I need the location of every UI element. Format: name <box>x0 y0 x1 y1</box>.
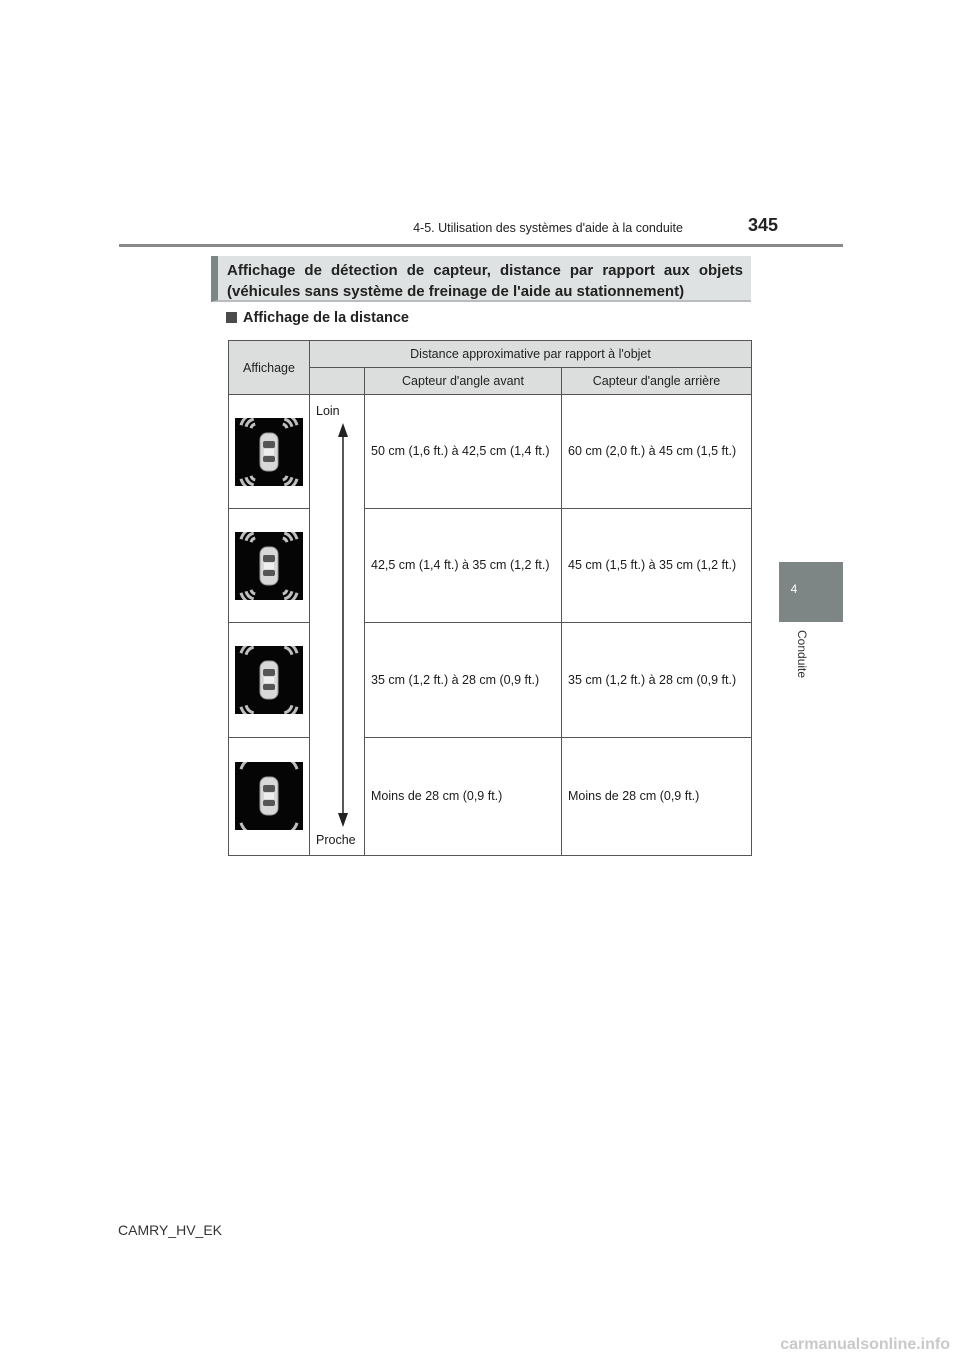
chapter-tab <box>779 562 843 622</box>
rear-distance-cell: 45 cm (1,5 ft.) à 35 cm (1,2 ft.) <box>562 509 752 623</box>
header-rule <box>119 244 843 247</box>
header-spacer <box>310 368 365 395</box>
rear-distance-cell: 60 cm (2,0 ft.) à 45 cm (1,5 ft.) <box>562 395 752 509</box>
table-row <box>229 623 752 737</box>
watermark: carmanualsonline.info <box>780 1336 950 1353</box>
table-row <box>229 737 752 855</box>
chapter-number: 4 <box>790 582 798 596</box>
subheading-text: Affichage de la distance <box>243 310 409 326</box>
chapter-title: Conduite <box>795 630 809 679</box>
page-number: 345 <box>747 215 778 235</box>
header-display: Affichage <box>229 341 310 395</box>
square-bullet-icon <box>226 312 237 323</box>
sensor-display-image <box>235 418 303 486</box>
front-distance-cell: 42,5 cm (1,4 ft.) à 35 cm (1,2 ft.) <box>365 509 562 623</box>
display-cell <box>229 395 310 509</box>
rear-distance-cell: 35 cm (1,2 ft.) à 28 cm (0,9 ft.) <box>562 623 752 737</box>
document-id: CAMRY_HV_EK <box>118 1222 223 1238</box>
table-body <box>229 395 752 856</box>
header-distance: Distance approximative par rapport à l'objet <box>310 341 752 368</box>
display-cell <box>229 737 310 855</box>
subheading <box>226 310 409 326</box>
header-front: Capteur d'angle avant <box>365 368 562 395</box>
header-rear: Capteur d'angle arrière <box>562 368 752 395</box>
table-row <box>229 509 752 623</box>
section-title: Affichage de détection de capteur, distance par rapport aux objets (véhicules sans système de freinage de l'aide au stationnement) <box>227 262 743 300</box>
sensor-display-image <box>235 646 303 714</box>
display-cell <box>229 623 310 737</box>
front-distance-cell: 50 cm (1,6 ft.) à 42,5 cm (1,4 ft.) <box>365 395 562 509</box>
header-section-title: 4-5. Utilisation des systèmes d'aide à la conduite <box>413 221 683 235</box>
table-row <box>229 395 752 509</box>
front-distance-cell: Moins de 28 cm (0,9 ft.) <box>365 737 562 855</box>
distance-table <box>228 340 752 856</box>
section-title-box <box>211 256 751 302</box>
display-cell <box>229 509 310 623</box>
rear-distance-cell: Moins de 28 cm (0,9 ft.) <box>562 737 752 855</box>
sensor-display-image <box>235 762 303 830</box>
arrow-label-near: Proche <box>316 833 356 847</box>
front-distance-cell: 35 cm (1,2 ft.) à 28 cm (0,9 ft.) <box>365 623 562 737</box>
double-arrow-icon <box>316 395 371 855</box>
arrow-label-far: Loin <box>316 404 340 418</box>
sensor-display-image <box>235 532 303 600</box>
distance-arrow-cell <box>310 395 365 856</box>
